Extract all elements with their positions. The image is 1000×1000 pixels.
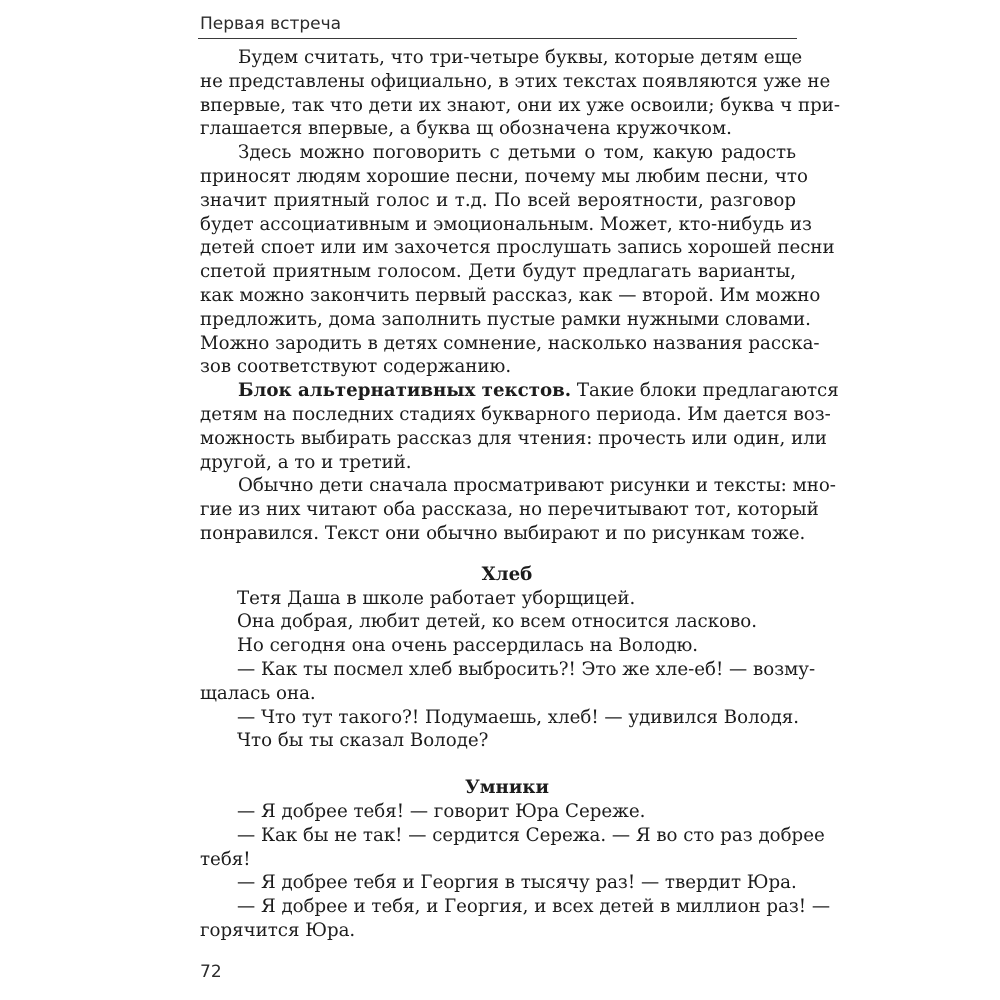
block-heading-rest: Такие блоки предлагаются bbox=[576, 380, 839, 402]
story-title: Хлеб bbox=[481, 563, 533, 585]
page-number: 72 bbox=[200, 962, 222, 982]
paragraph-line: другой, а то и третий. bbox=[200, 451, 412, 473]
paragraph-line: гие из них читают оба рассказа, но перечитывают тот, который bbox=[200, 499, 819, 521]
paragraph-line: значит приятный голос и т.д. По всей вероятности, разговор bbox=[200, 189, 796, 211]
paragraph-line: Обычно дети сначала просматривают рисунки и тексты: мно- bbox=[238, 475, 836, 497]
paragraph-line: впервые, так что дети их знают, они их уже освоили; буква ч при- bbox=[200, 94, 840, 116]
paragraph-line: глашается впервые, а буква щ обозначена кружочком. bbox=[200, 118, 732, 140]
story-line: — Что тут такого?! Подумаешь, хлеб! — удивился Володя. bbox=[237, 706, 800, 728]
block-heading-line bbox=[200, 379, 839, 403]
story-line: Она добрая, любит детей, ко всем относится ласково. bbox=[237, 611, 758, 633]
paragraph-line: спетой приятным голосом. Дети будут предлагать варианты, bbox=[200, 261, 796, 283]
story-line: — Как ты посмел хлеб выбросить?! Это же хле-еб! — возму- bbox=[237, 658, 816, 680]
paragraph-line: можность выбирать рассказ для чтения: прочесть или один, или bbox=[200, 427, 827, 449]
page-body bbox=[200, 46, 840, 943]
paragraph-line: детей споет или им захочется прослушать запись хорошей песни bbox=[200, 237, 835, 259]
running-head: Первая встреча bbox=[200, 14, 342, 34]
paragraph-line: предложить, дома заполнить пустые рамки нужными словами. bbox=[200, 308, 811, 330]
paragraph-line: Здесь можно поговорить с детьми о том, какую радость bbox=[238, 142, 796, 164]
paragraph-line: детям на последних стадиях букварного периода. Им дается воз- bbox=[200, 403, 831, 425]
story-line: щалась она. bbox=[200, 682, 316, 704]
story-line: горячится Юра. bbox=[200, 919, 356, 941]
story-line: — Я добрее и тебя, и Георгия, и всех детей в миллион раз! — bbox=[237, 896, 831, 918]
paragraph-line: понравился. Текст они обычно выбирают и по рисункам тоже. bbox=[200, 522, 806, 544]
paragraph-line: как можно закончить первый рассказ, как — второй. Им можно bbox=[200, 284, 821, 306]
story-line: Но сегодня она очень рассердилась на Володю. bbox=[237, 635, 699, 657]
paragraph-line: приносят людям хорошие песни, почему мы любим песни, что bbox=[200, 165, 808, 187]
story-line: — Я добрее тебя и Георгия в тысячу раз! — твердит Юра. bbox=[237, 872, 797, 894]
story-line: тебя! bbox=[200, 848, 251, 870]
spacer bbox=[200, 753, 796, 776]
paragraph-line: не представлены официально, в этих текстах появляются уже не bbox=[200, 70, 831, 92]
story-title: Умники bbox=[465, 777, 549, 799]
story-line: Тетя Даша в школе работает уборщицей. bbox=[237, 587, 636, 609]
block-heading: Блок альтернативных текстов. bbox=[238, 380, 572, 402]
spacer bbox=[200, 546, 796, 563]
story-line: — Как бы не так! — сердится Сережа. — Я во сто раз добрее bbox=[237, 824, 825, 846]
story-line: — Я добрее тебя! — говорит Юра Сереже. bbox=[237, 800, 646, 822]
paragraph-line: Будем считать, что три-четыре буквы, которые детям еще bbox=[238, 47, 803, 68]
paragraph-line: зов соответствуют содержанию. bbox=[200, 356, 512, 378]
story-line: Что бы ты сказал Володе? bbox=[237, 730, 489, 752]
header-rule bbox=[198, 38, 797, 39]
paragraph-line: Можно зародить в детях сомнение, насколько названия расска- bbox=[200, 332, 820, 354]
paragraph-line: будет ассоциативным и эмоциональным. Может, кто-нибудь из bbox=[200, 213, 812, 235]
